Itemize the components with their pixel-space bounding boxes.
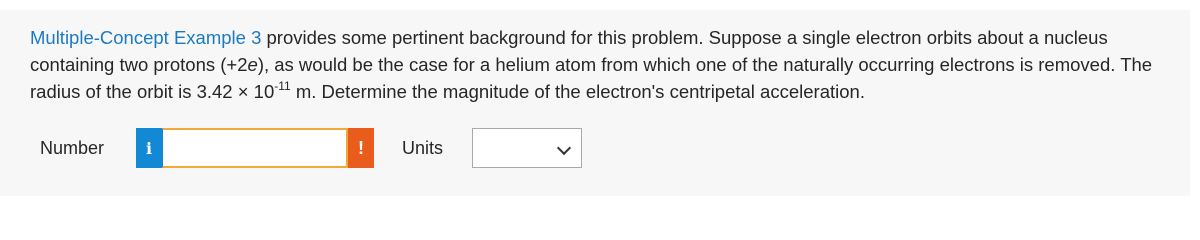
chevron-down-icon (557, 141, 571, 155)
question-part-2: ), as would be the case for a helium atom from which one of the naturally occurring electrons is removed. The radius of the orbit is 3.42 × 10 (30, 54, 1153, 102)
page-edge (1190, 0, 1200, 196)
question-part-3: m. Determine the magnitude of the electron's centripetal acceleration. (290, 81, 865, 102)
units-label: Units (402, 137, 444, 158)
exponent: -11 (274, 78, 291, 93)
charge-symbol: e (247, 54, 258, 75)
number-label: Number (40, 137, 105, 158)
question-part-1: provides some pertinent background for this problem. Suppose a single electron orbits about a nucleus containing two protons (+2 (30, 27, 1108, 75)
units-select[interactable] (472, 128, 582, 168)
number-input[interactable] (162, 128, 348, 168)
answer-row (40, 128, 582, 168)
example-link[interactable]: Multiple-Concept Example 3 (30, 27, 262, 48)
info-icon[interactable]: i (136, 128, 162, 168)
question-text (30, 24, 1170, 105)
warning-icon[interactable]: ! (348, 128, 374, 168)
